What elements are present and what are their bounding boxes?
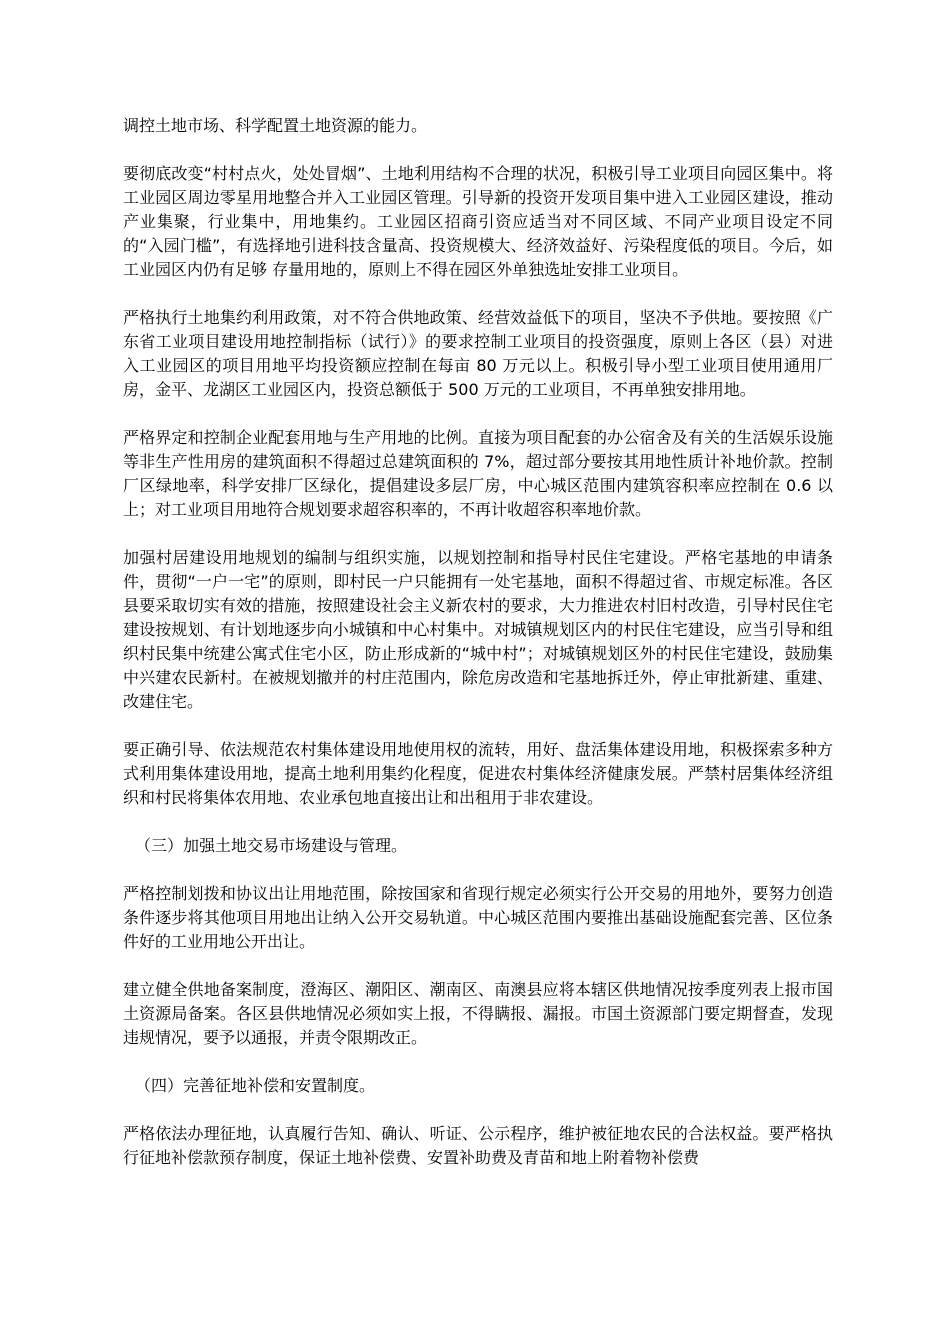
paragraph-collective-land-transfer: 要正确引导、依法规范农村集体建设用地使用权的流转，用好、盘活集体建设用地，积极探索多种方式利用集体建设用地，提高土地利用集约化程度，促进农村集体经济健康发展。严禁村居集体经济组织和村民将集体农用地、农业承包地直接出让和出租用于非农建设。 <box>123 740 833 807</box>
paragraph-land-intensive-policy: 严格执行土地集约利用政策，对不符合供地政策、经营效益低下的项目，坚决不予供地。要按照《广东省工业项目建设用地控制指标（试行）》的要求控制工业项目的投资强度，原则上各区（县）对进入工业园区的项目用地平均投资额应控制在每亩 80 万元以上。积极引导小型工业项目使用通用厂房，金平、龙湖区工业园区内，投资总额低于 500 万元的工业项目，不再单独安排用地。 <box>123 308 833 399</box>
document-body <box>123 114 833 1170</box>
paragraph-allocation-control: 严格控制划拨和协议出让用地范围，除按国家和省现行规定必须实行公开交易的用地外，要努力创造条件逐步将其他项目用地出让纳入公开交易轨道。中心城区范围内要推出基础设施配套完善、区位条件好的工业用地公开出让。 <box>123 884 833 951</box>
paragraph-continuation: 调控土地市场、科学配置土地资源的能力。 <box>123 116 428 135</box>
paragraph-land-supply-filing: 建立健全供地备案制度，澄海区、潮阳区、潮南区、南澳县应将本辖区供地情况按季度列表上报市国土资源局备案。各区县供地情况必须如实上报，不得瞒报、漏报。市国土资源部门要定期督查，发现违规情况，要予以通报，并责令限期改正。 <box>123 980 833 1047</box>
paragraph-supporting-land-ratio: 严格界定和控制企业配套用地与生产用地的比例。直接为项目配套的办公宿舍及有关的生活娱乐设施等非生产性用房的建筑面积不得超过总建筑面积的 7%，超过部分要按其用地性质计补地价款。控制厂区绿地率，科学安排厂区绿化，提倡建设多层厂房，中心城区范围内建筑容积率应控制在 0.6 以上；对工业项目用地符合规划要求超容积率的，不再计收超容积率地价款。 <box>123 428 833 519</box>
paragraph-village-housing-planning: 加强村居建设用地规划的编制与组织实施，以规划控制和指导村民住宅建设。严格宅基地的申请条件，贯彻“一户一宅”的原则，即村民一户只能拥有一处宅基地，面积不得超过省、市规定标准。各区县要采取切实有效的措施，按照建设社会主义新农村的要求，大力推进农村旧村改造，引导村民住宅建设按规划、有计划地逐步向小城镇和中心村集中。对城镇规划区内的村民住宅建设，应当引导和组织村民集中统建公寓式住宅小区，防止形成新的“城中村”；对城镇规划区外的村民住宅建设，鼓励集中兴建农民新村。在被规划撤并的村庄范围内，除危房改造和宅基地拆迁外，停止审批新建、重建、改建住宅。 <box>123 548 833 711</box>
paragraph-industrial-park-concentration: 要彻底改变“村村点火，处处冒烟”、土地利用结构不合理的状况，积极引导工业项目向园区集中。将工业园区周边零星用地整合并入工业园区管理。引导新的投资开发项目集中进入工业园区建设，推动产业集聚，行业集中，用地集约。工业园区招商引资应适当对不同区域、不同产业项目设定不同的“入园门槛”，有选择地引进科技含量高、投资规模大、经济效益好、污染程度低的项目。今后，如工业园区内仍有足够 存量用地的，原则上不得在园区外单独选址安排工业项目。 <box>123 164 833 279</box>
section-heading-compensation: （四）完善征地补偿和安置制度。 <box>135 1076 376 1095</box>
paragraph-expropriation-procedure: 严格依法办理征地，认真履行告知、确认、听证、公示程序，维护被征地农民的合法权益。要严格执行征地补偿款预存制度，保证土地补偿费、安置补助费及青苗和地上附着物补偿费 <box>123 1124 833 1167</box>
section-heading-land-market: （三）加强土地交易市场建设与管理。 <box>135 836 408 855</box>
